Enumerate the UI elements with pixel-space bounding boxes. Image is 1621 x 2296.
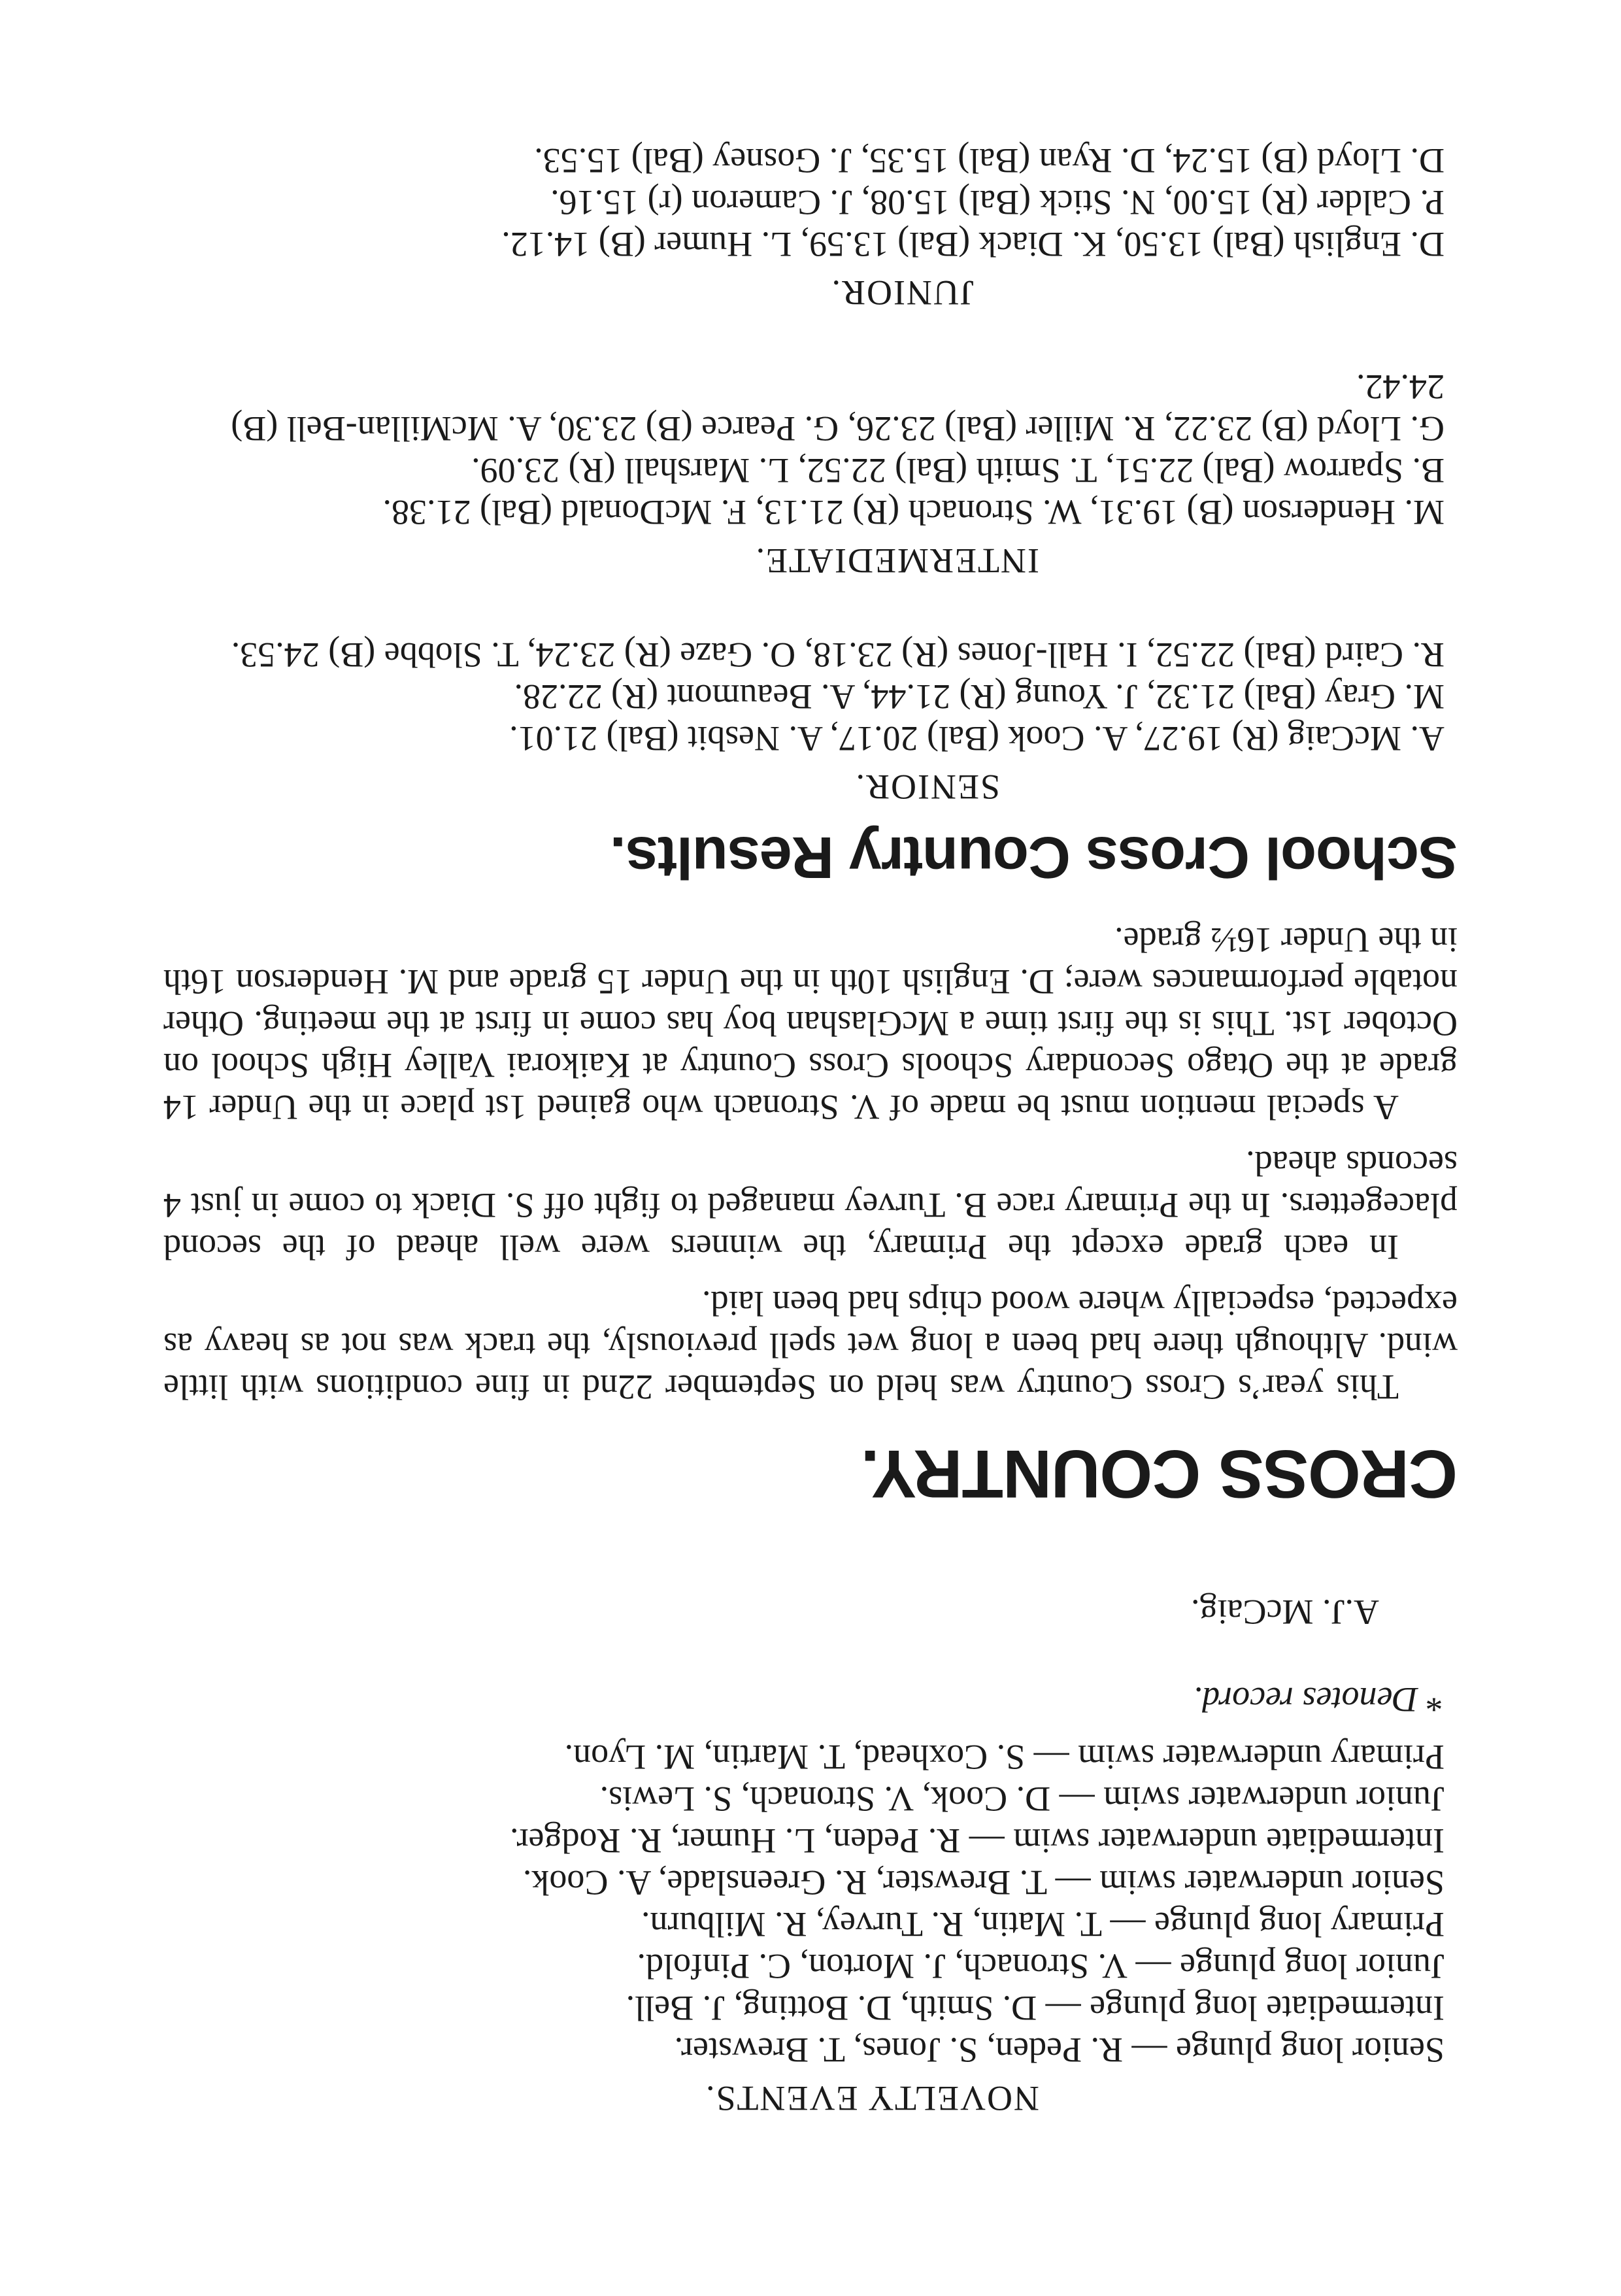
record-note: * Denotes record. <box>1193 1680 1445 1719</box>
results-line: B. Sparrow (Bal) 22.51, T. Smith (Bal) 22.52, L. Marshall (R) 23.09. <box>471 451 1445 490</box>
cross-country-title: CROSS COUNTRY. <box>861 1436 1458 1511</box>
results-line: M. Henderson (B) 19.31, W. Stronach (R) 21.13, F. McDonald (Bal) 21.38. <box>382 493 1445 532</box>
intermediate-heading: INTERMEDIATE. <box>754 541 1039 581</box>
novelty-line: Junior underwater swim — D. Cook, V. Stronach, S. Lewis. <box>599 1780 1445 1819</box>
author-signature: A.J. McCaig. <box>1191 1593 1379 1632</box>
novelty-line: Intermediate underwater swim — R. Peden, L. Humer, R. Rodger. <box>510 1821 1445 1861</box>
senior-heading: SENIOR. <box>854 768 1000 807</box>
junior-results <box>150 140 1458 314</box>
results-line: R. Caird (Bal) 22.52, I. Hall-Jones (R) 23.18, O. Gaze (R) 23.24, T. Slobbe (B) 24.53. <box>231 635 1445 675</box>
results-title: School Cross Country Results. <box>610 824 1458 890</box>
article-paragraph: A special mention must be made of V. Stronach who gained 1st place in the Under 14 grade at the Otago Secondary Schools Cross Country at Kaikorai Valley High School on October 1st. This is the first time a McGlashan boy has come in first at the meeting. Other notable performances were; D. English 10th in the Under 15 grade and M. Henderson 16th in the Under 16½ grade. <box>163 920 1458 1127</box>
cross-country-section <box>150 919 1458 1513</box>
document-page <box>150 88 1458 2119</box>
senior-results <box>150 634 1458 808</box>
results-section <box>150 140 1458 893</box>
results-line: M. Gray (Bal) 21.32, J. Young (R) 21.44, A. Beaumont (R) 22.28. <box>514 677 1445 717</box>
results-line: D. Lloyd (B) 15.24, D. Ryan (Bal) 15.35, J. Gosney (Bal) 15.53. <box>534 141 1445 180</box>
novelty-line: Intermediate long plunge — D. Smith, D. Botting, J. Bell. <box>626 1989 1445 2028</box>
novelty-events-section <box>150 1591 1458 2119</box>
novelty-line: Primary underwater swim — S. Coxhead, T. Martin, M. Lyon. <box>564 1738 1445 1777</box>
results-line: A. McCaig (R) 19.27, A. Cook (Bal) 20.17, A. Nesbit (Bal) 21.01. <box>509 719 1445 758</box>
intermediate-results <box>150 366 1458 582</box>
article-paragraph: In each grade except the Primary, the winners were well ahead of the second placegetters. In the Primary race B. Turvey managed to fight off S. Diack to come in just 4 seconds ahead. <box>163 1144 1458 1267</box>
novelty-line: Junior long plunge — V. Stronach, J. Morton, C. Pinfold. <box>637 1947 1445 1986</box>
novelty-line: Senior long plunge — R. Peden, S. Jones, T. Brewster. <box>674 2031 1445 2070</box>
results-line: P. Calder (R) 15.00, N. Stick (Bal) 15.08, J. Cameron (r) 15.16. <box>550 183 1445 222</box>
article-paragraph: This year’s Cross Country was held on September 22nd in fine conditions with little wind. Although there had been a long wet spell previously, the track was not as heavy as expected, especially where wood chips had been laid. <box>163 1284 1458 1407</box>
novelty-events-heading: NOVELTY EVENTS. <box>705 2079 1039 2118</box>
results-line: G. Lloyd (B) 23.22, R. Miller (Bal) 23.26, G. Pearce (B) 23.30, A. McMillan-Bell (B) 24.42. <box>231 367 1445 448</box>
junior-heading: JUNIOR. <box>830 273 974 312</box>
novelty-line: Primary long plunge — T. Matin, R. Turvey, R. Milburn. <box>641 1905 1445 1944</box>
results-line: D. English (Bal) 13.50, K. Diack (Bal) 13.59, L. Humer (B) 14.12. <box>501 225 1445 264</box>
novelty-line: Senior underwater swim — T. Brewster, R. Greenslade, A. Cook. <box>522 1863 1445 1902</box>
